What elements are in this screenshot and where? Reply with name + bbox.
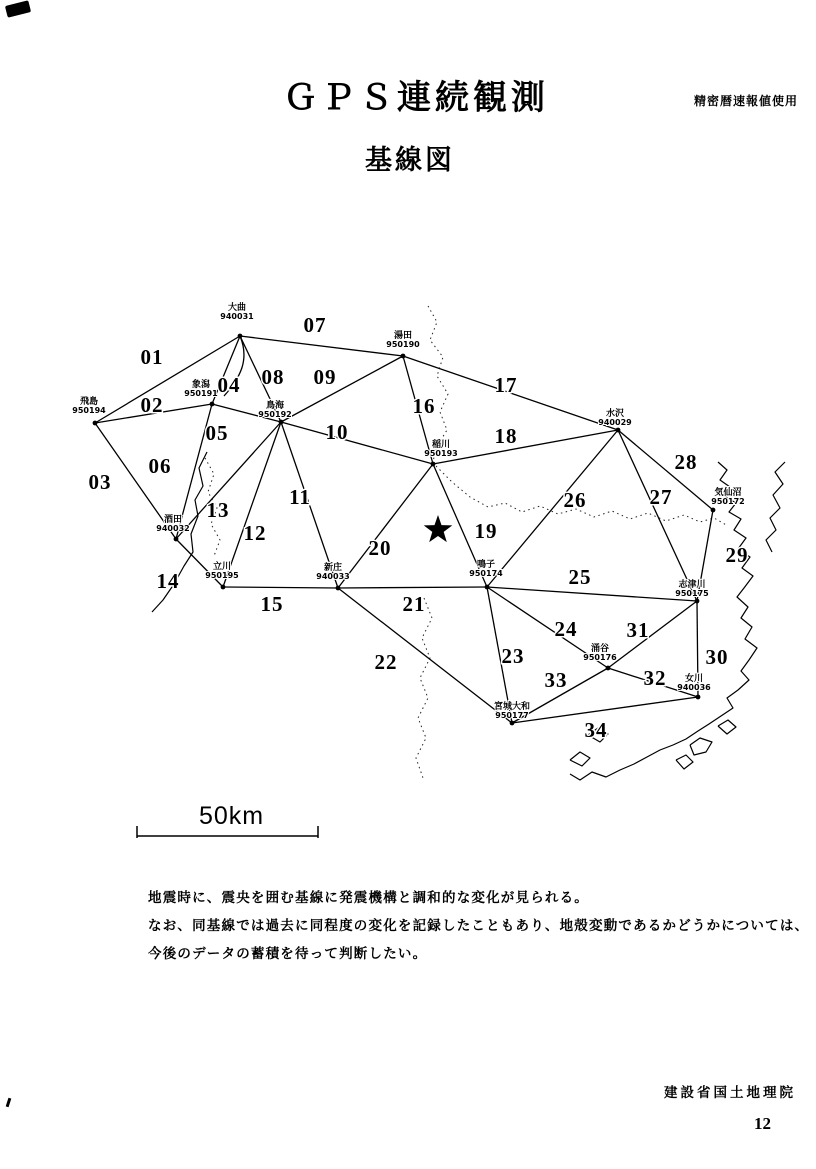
station-id-940036: 940036	[677, 683, 711, 692]
station-name-950194: 飛島	[79, 397, 99, 407]
station-name-950175: 志津川	[678, 580, 706, 590]
baseline-number-28: 28	[674, 450, 698, 474]
station-name-950191: 象潟	[191, 380, 211, 390]
baseline-number-13: 13	[206, 498, 230, 522]
station-name-950193: 稲川	[431, 440, 451, 450]
baseline-number-14: 14	[156, 569, 180, 593]
coastline-path	[690, 738, 712, 755]
station-name-950174: 鳴子	[476, 560, 496, 570]
baseline-number-03: 03	[88, 470, 112, 494]
station-dot-950190	[401, 354, 406, 359]
baseline-number-02: 02	[140, 393, 164, 417]
notes-block	[148, 884, 809, 968]
baseline-line-12	[223, 422, 281, 587]
baseline-number-17: 17	[494, 373, 518, 397]
baseline-line-21	[338, 587, 487, 588]
footer-organization: 建設省国土地理院	[664, 1085, 796, 1100]
station-id-940033: 940033	[316, 572, 350, 581]
baseline-number-05: 05	[205, 421, 229, 445]
station-id-950194: 950194	[72, 406, 106, 415]
baseline-line-25	[487, 587, 697, 601]
page-title: ＧＰＳ連続観測	[283, 79, 549, 117]
coastline-path	[766, 462, 785, 552]
coastline-path	[570, 752, 590, 766]
baseline-number-22: 22	[374, 650, 398, 674]
station-dot-950177	[510, 721, 515, 726]
station-id-950175: 950175	[675, 589, 709, 598]
baseline-number-27: 27	[649, 485, 673, 509]
baseline-number-26: 26	[563, 488, 587, 512]
baseline-number-25: 25	[568, 565, 592, 589]
prefecture-boundary-path	[416, 598, 432, 778]
station-id-950195: 950195	[205, 571, 239, 580]
baseline-line-20	[338, 464, 433, 588]
station-name-950195: 立川	[212, 562, 232, 572]
baseline-number-18: 18	[494, 424, 518, 448]
station-dot-940033	[336, 586, 341, 591]
station-dot-950174	[485, 585, 490, 590]
baseline-line-07	[240, 336, 403, 356]
station-id-950176: 950176	[583, 653, 617, 662]
station-id-950192: 950192	[258, 410, 292, 419]
baseline-line-09	[281, 356, 403, 422]
station-id-950190: 950190	[386, 340, 420, 349]
station-dot-950175	[695, 599, 700, 604]
station-name-940033: 新庄	[323, 563, 343, 573]
baseline-number-24: 24	[554, 617, 578, 641]
epicenter-star-icon	[424, 515, 453, 542]
station-dot-950193	[431, 462, 436, 467]
station-dot-940036	[696, 695, 701, 700]
baseline-number-16: 16	[412, 394, 436, 418]
station-id-940032: 940032	[156, 524, 190, 533]
baseline-number-34: 34	[584, 718, 608, 742]
station-dot-950195	[221, 585, 226, 590]
baseline-line-26	[487, 430, 618, 587]
station-name-950192: 鳥海	[265, 401, 285, 411]
baseline-line-10	[281, 422, 433, 464]
ephemeris-annotation: 精密暦速報値使用	[694, 94, 799, 108]
station-name-950176: 涌谷	[590, 644, 610, 654]
baseline-number-10: 10	[325, 420, 349, 444]
baseline-number-21: 21	[402, 592, 426, 616]
station-dot-950192	[279, 420, 284, 425]
page-number: 12	[754, 1114, 771, 1133]
station-id-950174: 950174	[469, 569, 503, 578]
baseline-number-11: 11	[289, 485, 311, 509]
station-name-950190: 湯田	[393, 331, 413, 341]
scale-label: 50km	[199, 802, 265, 830]
baseline-number-06: 06	[148, 454, 172, 478]
station-id-940031: 940031	[220, 312, 254, 321]
note-line-2: なお、同基線では過去に同程度の変化を記録したこともあり、地殻変動であるかどうかについては、	[148, 918, 810, 933]
station-dot-940029	[616, 428, 621, 433]
station-name-940029: 水沢	[605, 409, 625, 419]
station-id-940029: 940029	[598, 418, 632, 427]
baseline-number-20: 20	[368, 536, 392, 560]
baseline-number-23: 23	[501, 644, 525, 668]
baseline-number-15: 15	[260, 592, 284, 616]
baseline-number-32: 32	[643, 666, 667, 690]
baseline-line-18	[433, 430, 618, 464]
station-dot-940032	[174, 537, 179, 542]
station-name-940031: 大曲	[227, 303, 247, 313]
note-line-3: 今後のデータの蓄積を待って判断したい。	[148, 946, 428, 961]
coastline-path	[718, 720, 736, 734]
page-subtitle: 基線図	[365, 145, 455, 175]
station-id-950172: 950172	[711, 497, 745, 506]
baseline-number-08: 08	[261, 365, 285, 389]
station-name-940032: 酒田	[163, 515, 183, 525]
baseline-number-19: 19	[474, 519, 498, 543]
station-name-950172: 気仙沼	[714, 488, 742, 498]
baseline-number-04: 04	[217, 373, 241, 397]
baseline-number-01: 01	[140, 345, 164, 369]
station-id-950193: 950193	[424, 449, 458, 458]
station-name-950177: 宮城大和	[493, 702, 531, 712]
baseline-number-07: 07	[303, 313, 327, 337]
baseline-number-12: 12	[243, 521, 267, 545]
station-dot-950172	[711, 508, 716, 513]
note-line-1: 地震時に、震央を囲む基線に発震機構と調和的な変化が見られる。	[148, 890, 589, 905]
station-id-950177: 950177	[495, 711, 529, 720]
baseline-number-30: 30	[705, 645, 729, 669]
station-dot-950194	[93, 421, 98, 426]
coastline-path	[676, 755, 693, 769]
baseline-number-33: 33	[544, 668, 568, 692]
prefecture-boundary-path	[428, 306, 451, 462]
baseline-number-29: 29	[725, 543, 749, 567]
baseline-number-31: 31	[626, 618, 650, 642]
station-name-940036: 女川	[684, 674, 704, 684]
station-id-950191: 950191	[184, 389, 218, 398]
station-dot-940031	[238, 334, 243, 339]
baseline-number-09: 09	[313, 365, 337, 389]
station-dot-950176	[606, 666, 611, 671]
baseline-line-31	[608, 601, 697, 668]
station-dot-950191	[210, 402, 215, 407]
baseline-line-15	[223, 587, 338, 588]
